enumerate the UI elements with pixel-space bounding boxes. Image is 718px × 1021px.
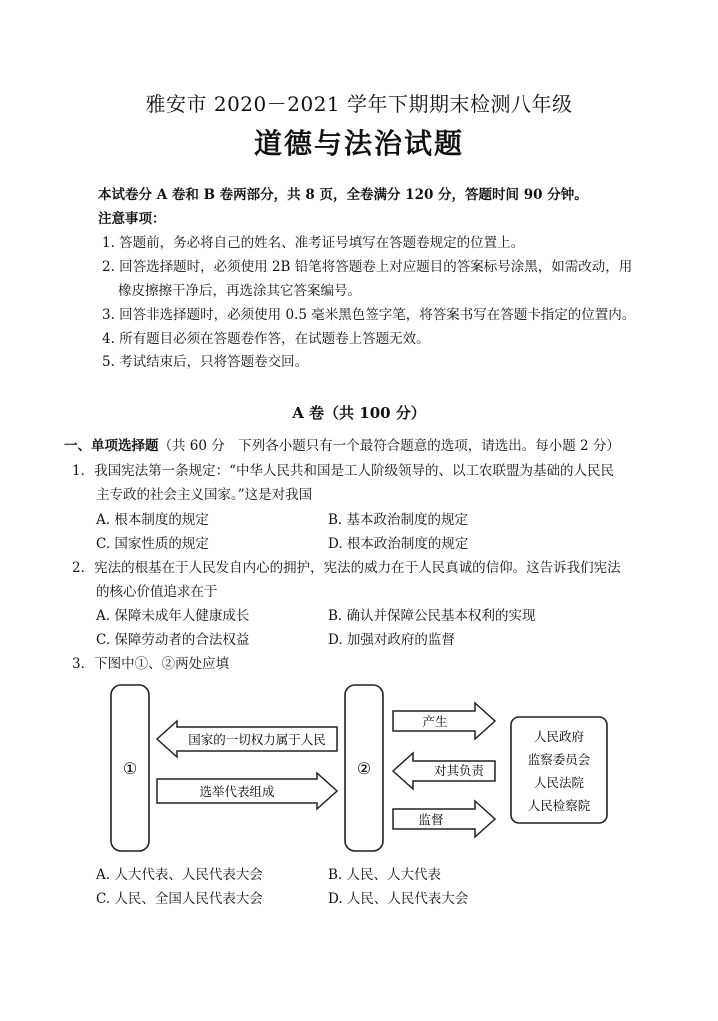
section-a-title: A 卷（共 100 分）	[292, 404, 426, 422]
exam-intro: 本试卷分 A 卷和 B 卷两部分，共 8 页，全卷满分 120 分，答题时间 90 分钟。	[98, 187, 588, 203]
exam-title: 雅安市 2020－2021 学年下期期末检测八年级	[145, 92, 573, 116]
organ-government: 人民政府	[533, 729, 585, 744]
q1-option-c[interactable]: C. 国家性质的规定	[96, 536, 209, 552]
supervise-arrow	[393, 801, 495, 837]
note-item: 2. 回答选择题时，必须使用 2B 铅笔将答题卷上对应题目的答案标号涂黑，如需改动，用	[102, 259, 633, 275]
q2-option-b[interactable]: B. 确认并保障公民基本权利的实现	[328, 608, 536, 624]
note-item-continued: 橡皮擦擦干净后，再选涂其它答案编号。	[118, 283, 361, 299]
question-1-stem: 1．我国宪法第一条规定：“中华人民共和国是工人阶级领导的、以工农联盟为基础的人民民	[72, 463, 614, 479]
note-item: 4. 所有题目必须在答题卷作答，在试题卷上答题无效。	[102, 331, 430, 347]
q1-option-d[interactable]: D. 根本政治制度的规定	[328, 536, 469, 552]
box-2-label: ②	[356, 759, 372, 778]
question-1-stem-continued: 主专政的社会主义国家。”这是对我国	[96, 487, 313, 503]
q1-option-a[interactable]: A. 根本制度的规定	[96, 512, 209, 528]
q3-option-c[interactable]: C. 人民、全国人民代表大会	[96, 891, 263, 907]
part1-heading	[64, 437, 620, 455]
box-1-label: ①	[122, 759, 138, 778]
arrow-all-power-label: 国家的一切权力属于人民	[188, 732, 326, 747]
arrow-supervise-label: 监督	[418, 812, 444, 827]
q3-option-a[interactable]: A. 人大代表、人民代表大会	[96, 867, 263, 883]
arrow-responsible-label: 对其负责	[433, 763, 485, 778]
note-item: 1. 答题前，务必将自己的姓名、准考证号填写在答题卷规定的位置上。	[102, 235, 525, 251]
power-structure-diagram	[95, 683, 615, 855]
question-2-stem: 2．宪法的根基在于人民发自内心的拥护，宪法的威力在于人民真诚的信仰。这告诉我们宪法	[72, 560, 621, 576]
note-item: 5. 考试结束后，只将答题卷交回。	[102, 354, 309, 370]
exam-subject-title: 道德与法治试题	[253, 127, 464, 160]
note-item: 3. 回答非选择题时，必须使用 0.5 毫米黑色签字笔，将答案书写在答题卡指定的位置内。	[102, 307, 636, 323]
arrow-produce-label: 产生	[422, 714, 448, 729]
organ-court: 人民法院	[533, 775, 585, 790]
q2-option-a[interactable]: A. 保障未成年人健康成长	[96, 608, 250, 624]
question-3-stem: 3．下图中①、②两处应填	[72, 656, 230, 672]
part1-description: （共 60 分 下列各小题只有一个最符合题意的选项，请选出。每小题 2 分）	[158, 438, 620, 454]
organ-supervisory-commission: 监察委员会	[527, 752, 591, 767]
q3-option-d[interactable]: D. 人民、人民代表大会	[328, 891, 469, 907]
question-2-stem-continued: 的核心价值追求在于	[96, 584, 218, 600]
organ-procuratorate: 人民检察院	[527, 798, 591, 813]
arrow-elect-label: 选举代表组成	[199, 784, 275, 799]
q2-option-c[interactable]: C. 保障劳动者的合法权益	[96, 632, 250, 648]
notes-heading: 注意事项：	[98, 211, 166, 227]
q3-option-b[interactable]: B. 人民、人大代表	[328, 867, 442, 883]
q1-option-b[interactable]: B. 基本政治制度的规定	[328, 512, 469, 528]
q2-option-d[interactable]: D. 加强对政府的监督	[328, 632, 455, 648]
part1-label: 一、单项选择题	[64, 438, 159, 454]
